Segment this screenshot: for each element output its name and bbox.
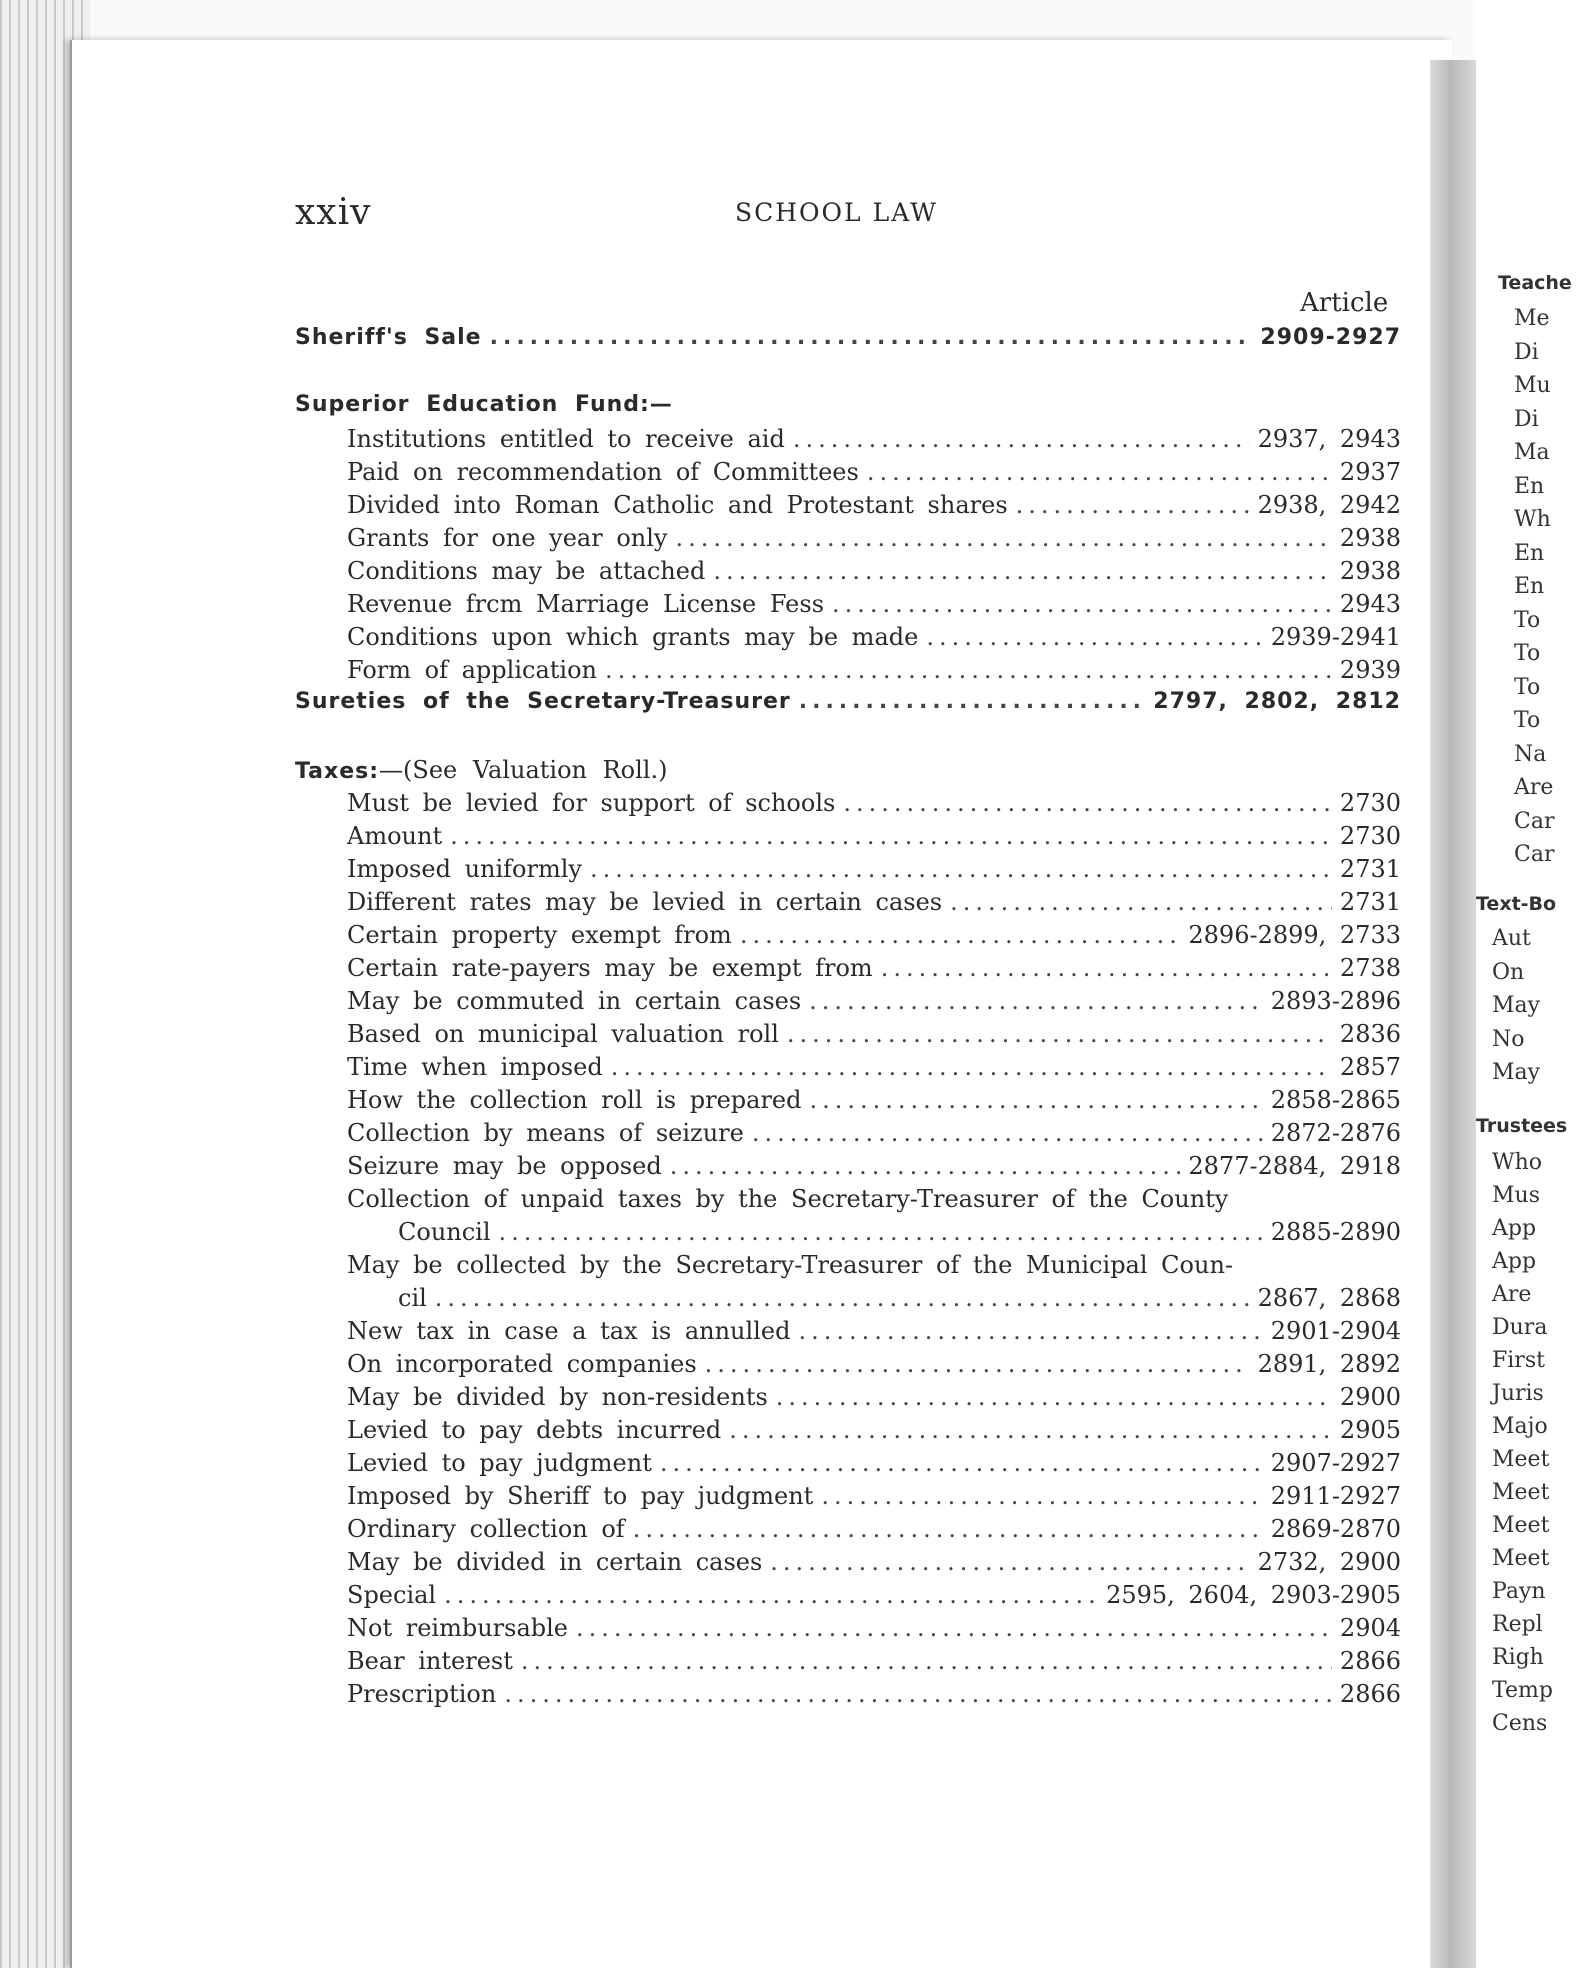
index-heading <box>295 325 1401 358</box>
dot-leader <box>675 524 1331 552</box>
facing-line: Car <box>1514 808 1555 834</box>
dot-leader <box>490 325 1253 350</box>
dot-leader <box>605 656 1332 684</box>
dot-leader <box>740 921 1181 949</box>
facing-heading: Text-Bo <box>1476 893 1557 915</box>
entry-text: New tax in case a tax is annulled <box>347 1317 791 1345</box>
facing-line: May <box>1492 993 1541 1018</box>
book-gutter <box>1430 60 1476 1968</box>
dot-leader <box>867 458 1332 486</box>
index-entry <box>295 822 1401 855</box>
index-heading <box>295 392 1401 425</box>
facing-line: To <box>1514 674 1541 700</box>
dot-leader <box>798 1317 1262 1345</box>
dot-leader <box>729 1416 1332 1444</box>
dot-leader <box>810 1086 1263 1114</box>
entry-text: Based on municipal valuation roll <box>347 1020 779 1048</box>
entry-text: Special <box>347 1581 437 1609</box>
index-entry <box>295 1515 1401 1548</box>
facing-line: To <box>1514 708 1541 733</box>
article-reference: 2911-2927 <box>1270 1482 1401 1510</box>
index-entry <box>295 1614 1401 1647</box>
facing-line: Repl <box>1492 1612 1543 1637</box>
article-reference: 2732, 2900 <box>1257 1548 1401 1576</box>
facing-line: Ma <box>1514 440 1550 465</box>
entry-text: Prescription <box>347 1680 497 1708</box>
article-reference: 2730 <box>1339 789 1401 817</box>
index-entry <box>295 1053 1401 1086</box>
entry-text: Institutions entitled to receive aid <box>347 425 785 453</box>
article-reference: 2885-2890 <box>1270 1218 1401 1246</box>
facing-line: Mus <box>1492 1183 1540 1208</box>
dot-leader <box>950 888 1332 916</box>
facing-heading: Teache <box>1498 272 1572 294</box>
facing-heading: Trustees <box>1476 1115 1568 1137</box>
dot-leader <box>793 425 1250 453</box>
dot-leader <box>832 590 1332 618</box>
entry-text: Seizure may be opposed <box>347 1152 662 1180</box>
entry-text: Revenue frcm Marriage License Fess <box>347 590 825 618</box>
dot-leader <box>799 689 1146 714</box>
facing-line: First <box>1492 1348 1545 1373</box>
index-entry <box>295 656 1401 689</box>
dot-leader <box>660 1449 1263 1477</box>
article-reference: 2730 <box>1339 822 1401 850</box>
dot-leader <box>576 1614 1332 1642</box>
dot-leader <box>881 954 1332 982</box>
index-entry <box>295 1218 1401 1251</box>
entry-text: On incorporated companies <box>347 1350 697 1378</box>
index-entry <box>295 987 1401 1020</box>
index-entry <box>295 1251 1401 1284</box>
dot-leader <box>776 1383 1332 1411</box>
dot-leader <box>1016 491 1250 519</box>
facing-line: Na <box>1514 741 1547 767</box>
article-reference: 2857 <box>1339 1053 1401 1081</box>
facing-line: Righ <box>1492 1645 1544 1670</box>
index-entry <box>295 855 1401 888</box>
dot-leader <box>444 1581 1098 1609</box>
article-reference: 2877-2884, 2918 <box>1188 1152 1401 1180</box>
facing-line: Aut <box>1492 926 1531 951</box>
facing-line: Di <box>1514 339 1539 365</box>
index-entry <box>295 590 1401 623</box>
index-entry <box>295 1350 1401 1383</box>
facing-page <box>1476 0 1584 1968</box>
facing-line: May <box>1492 1060 1541 1085</box>
index-entry <box>295 491 1401 524</box>
facing-line: App <box>1492 1216 1537 1241</box>
index-entry <box>295 921 1401 954</box>
entry-text: Sureties of the Secretary-Treasurer <box>295 689 791 714</box>
index-entry <box>295 1317 1401 1350</box>
article-reference: 2938 <box>1339 524 1401 552</box>
article-reference: 2909-2927 <box>1260 325 1401 350</box>
article-reference: 2939-2941 <box>1270 623 1401 651</box>
entry-text: Ordinary collection of <box>347 1515 625 1543</box>
entry-text: Divided into Roman Catholic and Protestant shares <box>347 491 1008 519</box>
dot-leader <box>499 1218 1263 1246</box>
facing-line: Di <box>1514 406 1539 432</box>
facing-line: Meet <box>1492 1513 1550 1538</box>
facing-line: Car <box>1514 842 1555 867</box>
article-reference: 2900 <box>1339 1383 1401 1411</box>
entry-text: Amount <box>347 822 443 850</box>
index-entry <box>295 888 1401 921</box>
facing-line: Are <box>1492 1282 1532 1307</box>
facing-line: Meet <box>1492 1546 1550 1571</box>
facing-line: Meet <box>1492 1447 1550 1472</box>
running-head <box>295 192 1395 238</box>
entry-spacer <box>295 722 1401 756</box>
entry-text: Collection of unpaid taxes by the Secretary-Treasurer of the County <box>347 1185 1229 1213</box>
facing-line: Cens <box>1492 1711 1548 1736</box>
facing-line: Temp <box>1492 1678 1553 1703</box>
article-reference: 2731 <box>1339 888 1401 916</box>
article-reference: 2872-2876 <box>1270 1119 1401 1147</box>
dot-leader <box>633 1515 1263 1543</box>
article-reference: 2943 <box>1339 590 1401 618</box>
entry-text: May be divided by non-residents <box>347 1383 768 1411</box>
article-reference: 2866 <box>1339 1647 1401 1675</box>
entry-text: May be commuted in certain cases <box>347 987 802 1015</box>
index-entry <box>295 1152 1401 1185</box>
index-entry <box>295 1680 1401 1713</box>
entry-text: Not reimbursable <box>347 1614 568 1642</box>
entry-text: Time when imposed <box>347 1053 603 1081</box>
entry-text: Form of application <box>347 656 597 684</box>
entry-text: How the collection roll is prepared <box>347 1086 802 1114</box>
entry-text: Sheriff's Sale <box>295 325 482 350</box>
facing-line: Mu <box>1514 373 1551 398</box>
entry-text: Conditions may be attached <box>347 557 706 585</box>
facing-line: Who <box>1492 1150 1543 1175</box>
facing-line: Wh <box>1514 507 1551 532</box>
article-reference: 2738 <box>1339 954 1401 982</box>
running-title: SCHOOL LAW <box>735 198 938 227</box>
dot-leader <box>521 1647 1332 1675</box>
dot-leader <box>590 855 1332 883</box>
facing-line: App <box>1492 1249 1537 1274</box>
dot-leader <box>770 1548 1249 1576</box>
index-entry <box>295 623 1401 656</box>
entry-text: cil <box>398 1284 427 1312</box>
entry-text: Certain property exempt from <box>347 921 732 949</box>
dot-leader <box>504 1680 1332 1708</box>
index-entry <box>295 1416 1401 1449</box>
index-heading <box>295 689 1401 722</box>
entry-text: Council <box>398 1218 491 1246</box>
entry-text: May be divided in certain cases <box>347 1548 763 1576</box>
article-reference: 2836 <box>1339 1020 1401 1048</box>
facing-line: En <box>1514 540 1545 566</box>
index-heading <box>295 756 1401 789</box>
article-reference: 2905 <box>1339 1416 1401 1444</box>
facing-line: To <box>1514 641 1541 666</box>
facing-line: To <box>1514 607 1541 633</box>
entry-text: Bear interest <box>347 1647 513 1675</box>
index-entry <box>295 1086 1401 1119</box>
index-entry <box>295 1581 1401 1614</box>
entry-spacer <box>295 358 1401 392</box>
index-entry <box>295 1647 1401 1680</box>
dot-leader <box>611 1053 1332 1081</box>
article-reference: 2595, 2604, 2903-2905 <box>1106 1581 1401 1609</box>
facing-line: On <box>1492 959 1525 985</box>
article-reference: 2858-2865 <box>1270 1086 1401 1114</box>
article-reference: 2904 <box>1339 1614 1401 1642</box>
article-reference: 2937 <box>1339 458 1401 486</box>
index-entry <box>295 425 1401 458</box>
index-entry <box>295 1383 1401 1416</box>
column-header: Article <box>1300 288 1389 318</box>
index-entry <box>295 557 1401 590</box>
index-entry <box>295 1020 1401 1053</box>
index-entry <box>295 1119 1401 1152</box>
facing-line: Payn <box>1492 1579 1546 1604</box>
dot-leader <box>713 557 1332 585</box>
facing-line: En <box>1514 574 1545 599</box>
index-entry <box>295 954 1401 987</box>
entry-text: Levied to pay judgment <box>347 1449 652 1477</box>
entry-text: Conditions upon which grants may be made <box>347 623 919 651</box>
entry-text: Different rates may be levied in certain cases <box>347 888 943 916</box>
article-reference: 2896-2899, 2733 <box>1188 921 1401 949</box>
dot-leader <box>435 1284 1250 1312</box>
dot-leader <box>670 1152 1181 1180</box>
dot-leader <box>787 1020 1332 1048</box>
article-reference: 2938 <box>1339 557 1401 585</box>
article-reference: 2731 <box>1339 855 1401 883</box>
index-entry <box>295 1284 1401 1317</box>
facing-line: Me <box>1514 306 1550 331</box>
article-reference: 2866 <box>1339 1680 1401 1708</box>
facing-line: Meet <box>1492 1480 1550 1505</box>
index-entry <box>295 789 1401 822</box>
facing-line: No <box>1492 1026 1525 1052</box>
dot-leader <box>821 1482 1262 1510</box>
article-reference: 2937, 2943 <box>1257 425 1401 453</box>
entry-text: Grants for one year only <box>347 524 668 552</box>
facing-line: Juris <box>1492 1381 1544 1406</box>
dot-leader <box>752 1119 1263 1147</box>
dot-leader <box>809 987 1263 1015</box>
dot-leader <box>450 822 1332 850</box>
entry-text: Must be levied for support of schools <box>347 789 836 817</box>
facing-line: Dura <box>1492 1315 1548 1340</box>
entry-cross-reference: —(See Valuation Roll.) <box>379 756 668 784</box>
article-reference: 2867, 2868 <box>1257 1284 1401 1312</box>
index-entry <box>295 1449 1401 1482</box>
index-entry <box>295 1548 1401 1581</box>
article-reference: 2869-2870 <box>1270 1515 1401 1543</box>
facing-line: En <box>1514 473 1545 499</box>
facing-line: Are <box>1514 775 1554 800</box>
article-reference: 2893-2896 <box>1270 987 1401 1015</box>
entry-text: Levied to pay debts incurred <box>347 1416 722 1444</box>
dot-leader <box>843 789 1332 817</box>
index-entry <box>295 1482 1401 1515</box>
dot-leader <box>926 623 1262 651</box>
entry-text: Imposed uniformly <box>347 855 582 883</box>
entry-text: May be collected by the Secretary-Treasurer of the Municipal Coun- <box>347 1251 1234 1279</box>
entry-text: Taxes: <box>295 759 380 784</box>
entry-text: Superior Education Fund:— <box>295 392 673 417</box>
article-reference: 2901-2904 <box>1270 1317 1401 1345</box>
entry-text: Collection by means of seizure <box>347 1119 744 1147</box>
entry-text: Certain rate-payers may be exempt from <box>347 954 873 982</box>
article-reference: 2907-2927 <box>1270 1449 1401 1477</box>
index-entry <box>295 1185 1401 1218</box>
article-reference: 2938, 2942 <box>1257 491 1401 519</box>
article-reference: 2891, 2892 <box>1257 1350 1401 1378</box>
article-reference: 2797, 2802, 2812 <box>1153 689 1401 714</box>
index-entry <box>295 458 1401 491</box>
page-number: xxiv <box>295 192 372 233</box>
dot-leader <box>705 1350 1250 1378</box>
index-entries <box>295 325 1401 1713</box>
article-reference: 2939 <box>1339 656 1401 684</box>
facing-line: Majo <box>1492 1414 1548 1439</box>
index-entry <box>295 524 1401 557</box>
entry-text: Imposed by Sheriff to pay judgment <box>347 1482 814 1510</box>
entry-text: Paid on recommendation of Committees <box>347 458 859 486</box>
